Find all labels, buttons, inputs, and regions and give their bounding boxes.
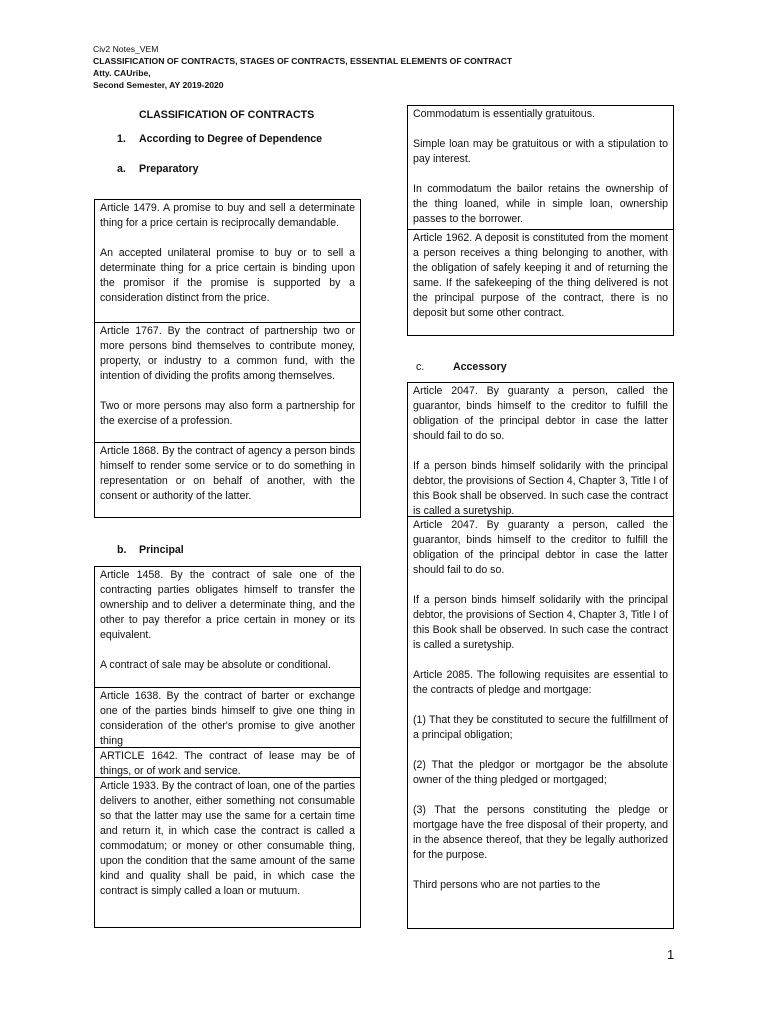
article-box-1767 bbox=[94, 322, 361, 443]
subsection-letter: b. bbox=[117, 544, 127, 556]
article-text: Article 1767. By the contract of partnership two or more persons bind themselves to contribute money, property, or industry to a common fund, with the intention of dividing the profits among themselves. bbox=[100, 325, 355, 382]
subsection-label: Preparatory bbox=[139, 163, 199, 175]
article-box-2047-2085 bbox=[407, 516, 674, 929]
note-box-commodatum bbox=[407, 105, 674, 230]
article-text: Article 1962. A deposit is constituted from the moment a person receives a thing belonging to another, with the obligation of safely keeping it and of returning the same. If the safekeeping of the thing delivered is not the principal purpose of the contract, there is no deposit but some other contract. bbox=[413, 232, 668, 319]
page-title: CLASSIFICATION OF CONTRACTS bbox=[139, 109, 315, 121]
page-number: 1 bbox=[667, 947, 675, 962]
note-text: Simple loan may be gratuitous or with a stipulation to pay interest. bbox=[413, 138, 668, 165]
subsection-label: Principal bbox=[139, 544, 184, 556]
subsection-heading-b bbox=[117, 543, 184, 558]
document-header bbox=[93, 43, 512, 91]
article-text: ARTICLE 1642. The contract of lease may be of things, or of work and service. bbox=[100, 750, 355, 777]
section-label: According to Degree of Dependence bbox=[139, 133, 323, 145]
article-box-1638 bbox=[94, 687, 361, 748]
subsection-heading-c bbox=[416, 360, 507, 375]
article-text: A contract of sale may be absolute or conditional. bbox=[100, 659, 331, 671]
article-text: Article 1479. A promise to buy and sell a determinate thing for a price certain is reciprocally demandable. bbox=[100, 202, 355, 229]
article-text: Article 2085. The following requisites are essential to the contracts of pledge and mortgage: bbox=[413, 669, 668, 696]
article-text: Article 1933. By the contract of loan, one of the parties delivers to another, either something not consumable so that the latter may use the same for a certain time and return it, in which case the contract is called a commodatum; or money or other consumable thing, upon the condition that the same amount of the same kind and quality shall be paid, in which case the contract is simply called a loan or mutuum. bbox=[100, 780, 355, 897]
article-box-2047 bbox=[407, 382, 674, 517]
article-text: Article 1458. By the contract of sale one of the contracting parties obligates himself to transfer the ownership and to deliver a determinate thing, and the other to pay therefor a price certain in money or its equivalent. bbox=[100, 569, 355, 641]
article-box-1933 bbox=[94, 777, 361, 928]
article-box-1479 bbox=[94, 199, 361, 323]
article-text: Third persons who are not parties to the bbox=[413, 879, 601, 891]
article-text: If a person binds himself solidarily with the principal debtor, the provisions of Section 4, Chapter 3, Title I of this Book shall be observed. In such case the contract is called a suretyship. bbox=[413, 460, 668, 517]
header-semester: Second Semester, AY 2019-2020 bbox=[93, 80, 224, 90]
article-text: (3) That the persons constituting the pledge or mortgage have the free disposal of their property, and in the absence thereof, that they be legally authorized for the purpose. bbox=[413, 804, 668, 861]
section-number: 1. bbox=[117, 133, 126, 145]
article-text: Article 1638. By the contract of barter or exchange one of the parties binds himself to give one thing in consideration of the other's promise to give another thing bbox=[100, 690, 355, 747]
subsection-label: Accessory bbox=[453, 361, 507, 373]
subsection-letter: c. bbox=[416, 361, 425, 373]
article-text: An accepted unilateral promise to buy or to sell a determinate thing for a price certain is binding upon the promisor if the promise is supported by a consideration distinct from the price. bbox=[100, 247, 355, 304]
header-course: Civ2 Notes_VEM bbox=[93, 44, 159, 54]
article-text: If a person binds himself solidarily with the principal debtor, the provisions of Section 4, Chapter 3, Title I of this Book shall be observed. In such case the contract is called a suretyship. bbox=[413, 594, 668, 651]
article-text: Article 1868. By the contract of agency a person binds himself to render some service or to do something in representation or on behalf of another, with the consent or authority of the latter. bbox=[100, 445, 355, 502]
subsection-letter: a. bbox=[117, 163, 126, 175]
article-text: Article 2047. By guaranty a person, called the guarantor, binds himself to the creditor to fulfill the obligation of the principal debtor in case the latter should fail to do so. bbox=[413, 519, 668, 576]
subsection-heading-a bbox=[117, 162, 198, 177]
article-box-1458 bbox=[94, 566, 361, 688]
note-text: Commodatum is essentially gratuitous. bbox=[413, 108, 595, 120]
article-text: (1) That they be constituted to secure the fulfillment of a principal obligation; bbox=[413, 714, 668, 741]
article-box-1962 bbox=[407, 229, 674, 336]
article-text: Article 2047. By guaranty a person, called the guarantor, binds himself to the creditor to fulfill the obligation of the principal debtor in case the latter should fail to do so. bbox=[413, 385, 668, 442]
article-box-1642 bbox=[94, 747, 361, 778]
note-text: In commodatum the bailor retains the ownership of the thing loaned, while in simple loan, ownership passes to the borrower. bbox=[413, 183, 668, 225]
article-text: (2) That the pledgor or mortgagor be the absolute owner of the thing pledged or mortgaged; bbox=[413, 759, 668, 786]
article-box-1868 bbox=[94, 442, 361, 518]
header-instructor: Atty. CAUribe, bbox=[93, 68, 151, 78]
article-text: Two or more persons may also form a partnership for the exercise of a profession. bbox=[100, 400, 355, 427]
section-heading-1 bbox=[117, 132, 322, 147]
header-topic: CLASSIFICATION OF CONTRACTS, STAGES OF CONTRACTS, ESSENTIAL ELEMENTS OF CONTRACT bbox=[93, 56, 513, 66]
